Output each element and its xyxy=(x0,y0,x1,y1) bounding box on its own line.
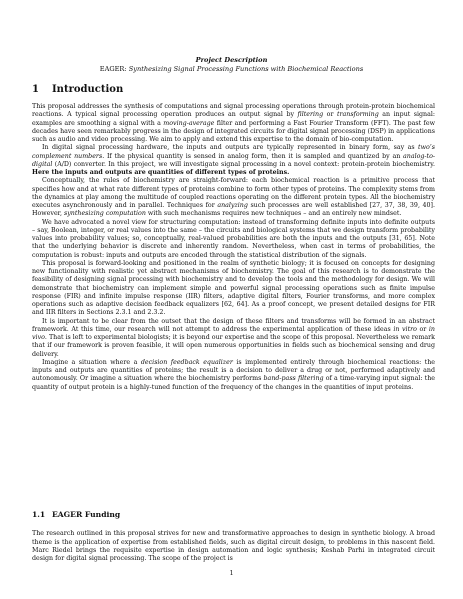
p1-text-d: filter and performing a Fast Fourier Transform (FFT). The past few decades have seen remarkably progress in the design of integrated circuits for digital signal processing (DSP) in applications such as audio and video processing. We aim to apply and extend this expertise to the domain of bio-computation. xyxy=(32,119,436,143)
p3-italic-2: synthesizing computation xyxy=(64,210,146,218)
p1-text-b: or xyxy=(323,111,337,119)
subsection-heading xyxy=(32,510,120,519)
p7-text-a: Imagine a situation where a xyxy=(42,358,141,366)
p1-italic-moving-average: moving-average xyxy=(163,119,215,127)
section-title: Introduction xyxy=(52,84,124,95)
subsection-title: EAGER Funding xyxy=(52,510,121,519)
paragraph-4: We have advocated a novel view for structuring computation: instead of transforming definite inputs into definite outputs – say, Boolean, integer, or real values into the same – the circuits and biological systems that we design transform probability values into probability values; so, conceptually, real-valued probabilities are both the inputs and the outputs [31, 65]. Note that the underlying behavior is discrete and inherently random. Nevertheless, when cast in terms of probabilities, the computation is robust: inputs and outputs are encoded through the statistical distribution of the signals. xyxy=(32,218,435,259)
paragraph-6 xyxy=(32,318,435,359)
p6-italic-1: in vitro xyxy=(393,325,417,333)
p7-italic-2: band-pass filtering xyxy=(263,375,324,383)
paragraph-8: The research outlined in this proposal strives for new and transformative approaches to design in synthetic biology. A broad theme is the application of expertise from established fields, such as digital circuit design, to problems in this nascent field. Marc Riedel brings the requisite expertise in design automation and logic synthesis; Keshab Parhi in integrated circuit design for digital signal processing. The scope of the project is xyxy=(32,530,435,563)
p1-text-c: an input signal: examples are smoothing a signal with a xyxy=(32,111,436,127)
p6-text-b: or xyxy=(416,325,429,333)
paragraph-5: This proposal is forward-looking and positioned in the realm of synthetic biology; it is focused on concepts for designing new functionality with realistic yet abstract mechanisms of biochemistry. The goal of this research is to demonstrate the feasibility of designing signal processing with biochemistry and to develop the tools and the methodology for design. We will demonstrate that biochemistry can implement simple and powerful signal processing operations such as finite impulse response (FIR) and infinite impulse response (IIR) filters, adaptive digital filters, Fourier transforms, and more complex operations such as adaptive decision feedback equalizers [62, 64]. As a proof concept, we present detailed designs for FIR and IIR filters in Sections 2.3.1 and 2.3.2. xyxy=(32,259,435,317)
introduction-body xyxy=(32,103,435,392)
paragraph-3 xyxy=(32,177,435,218)
p3-text-c: with such mechanisms requires new techniques – and an entirely new mindset. xyxy=(145,210,402,218)
p7-text-c: of a time-varying input signal: the quantity of output protein is a highly-tuned function of the frequency of the changes in the quantities of input proteins. xyxy=(32,375,435,391)
p6-text-c: . That is left to experimental biologists; it is beyond our expertise and the scope of this proposal. Nevertheless we remark that if our framework is proven feasible, it will open numerous opportunities in fields such as biochemical sensing and drug delivery. xyxy=(32,334,435,358)
subsection-number: 1.1 xyxy=(32,510,46,519)
p2-text-c: (A/D) converter. In this project, we will investigate signal processing in a novel context: protein-protein biochemistry. xyxy=(52,160,435,168)
eager-funding-body xyxy=(32,524,435,570)
p3-italic-1: analyzing xyxy=(217,202,248,209)
p2-text-b: . If the physical quantity is sensed in analog form, then it is sampled and quantized by an xyxy=(102,152,404,160)
p2-text-a: In digital signal processing hardware, the inputs and outputs are typically represented in binary form, say as xyxy=(42,144,419,152)
p1-italic-filtering: filtering xyxy=(297,111,324,119)
p2-italic-2: analog-to-digital xyxy=(32,152,435,168)
p1-text-a: This proposal addresses the synthesis of computations and signal processing operations through protein-protein biochemical reactions. A typical signal processing operation produces an output signal by xyxy=(32,103,435,119)
page-number: 1 xyxy=(229,569,234,577)
p6-text-a: It is important to be clear from the outset that the design of these filters and transforms will be formed in an abstract framework. At this time, our research will not attempt to address the experimental application of these ideas xyxy=(32,317,435,333)
p2-italic-1: two’s complement numbers xyxy=(32,144,435,160)
p7-italic-1: decision feedback equalizer xyxy=(140,358,233,366)
section-number: 1 xyxy=(32,84,39,95)
p7-text-b: is implemented entirely through biochemical reactions: the inputs and outputs are quantities of proteins; the result is a decision to deliver a drug or not, performed adaptively and autonomously. Or imagine a situation where the biochemistry performs xyxy=(32,358,435,383)
p2-bold-statement: Here the inputs and outputs are quantities of different types of proteins. xyxy=(32,169,290,176)
document-header xyxy=(0,56,463,74)
p3-text-b: such processes are well established [27, 37, 38, 39, 40]. However, xyxy=(32,202,435,218)
p1-italic-transforming: transforming xyxy=(336,111,379,119)
subtitle-prefix: EAGER: xyxy=(99,64,129,73)
header-subtitle xyxy=(0,65,463,74)
header-title: Project Description xyxy=(195,56,268,64)
paragraph-1 xyxy=(32,103,435,144)
subtitle-italic: Synthesizing Signal Processing Functions with Biochemical Reactions xyxy=(128,64,364,73)
p6-italic-2: in vivo xyxy=(32,325,435,341)
p3-text-a: Conceptually, the rules of biochemistry are straight-forward: each biochemical reaction is a primitive process that specifies how and at what rate different types of proteins combine to form other types of proteins. The complexity stems from the dynamics at play among the multitude of coupled reactions operating on the different protein types. All the biochemistry executes asynchronously and in parallel. Techniques for xyxy=(32,177,435,209)
paragraph-7 xyxy=(32,359,435,392)
section-heading xyxy=(32,84,123,95)
paragraph-2 xyxy=(32,144,435,177)
